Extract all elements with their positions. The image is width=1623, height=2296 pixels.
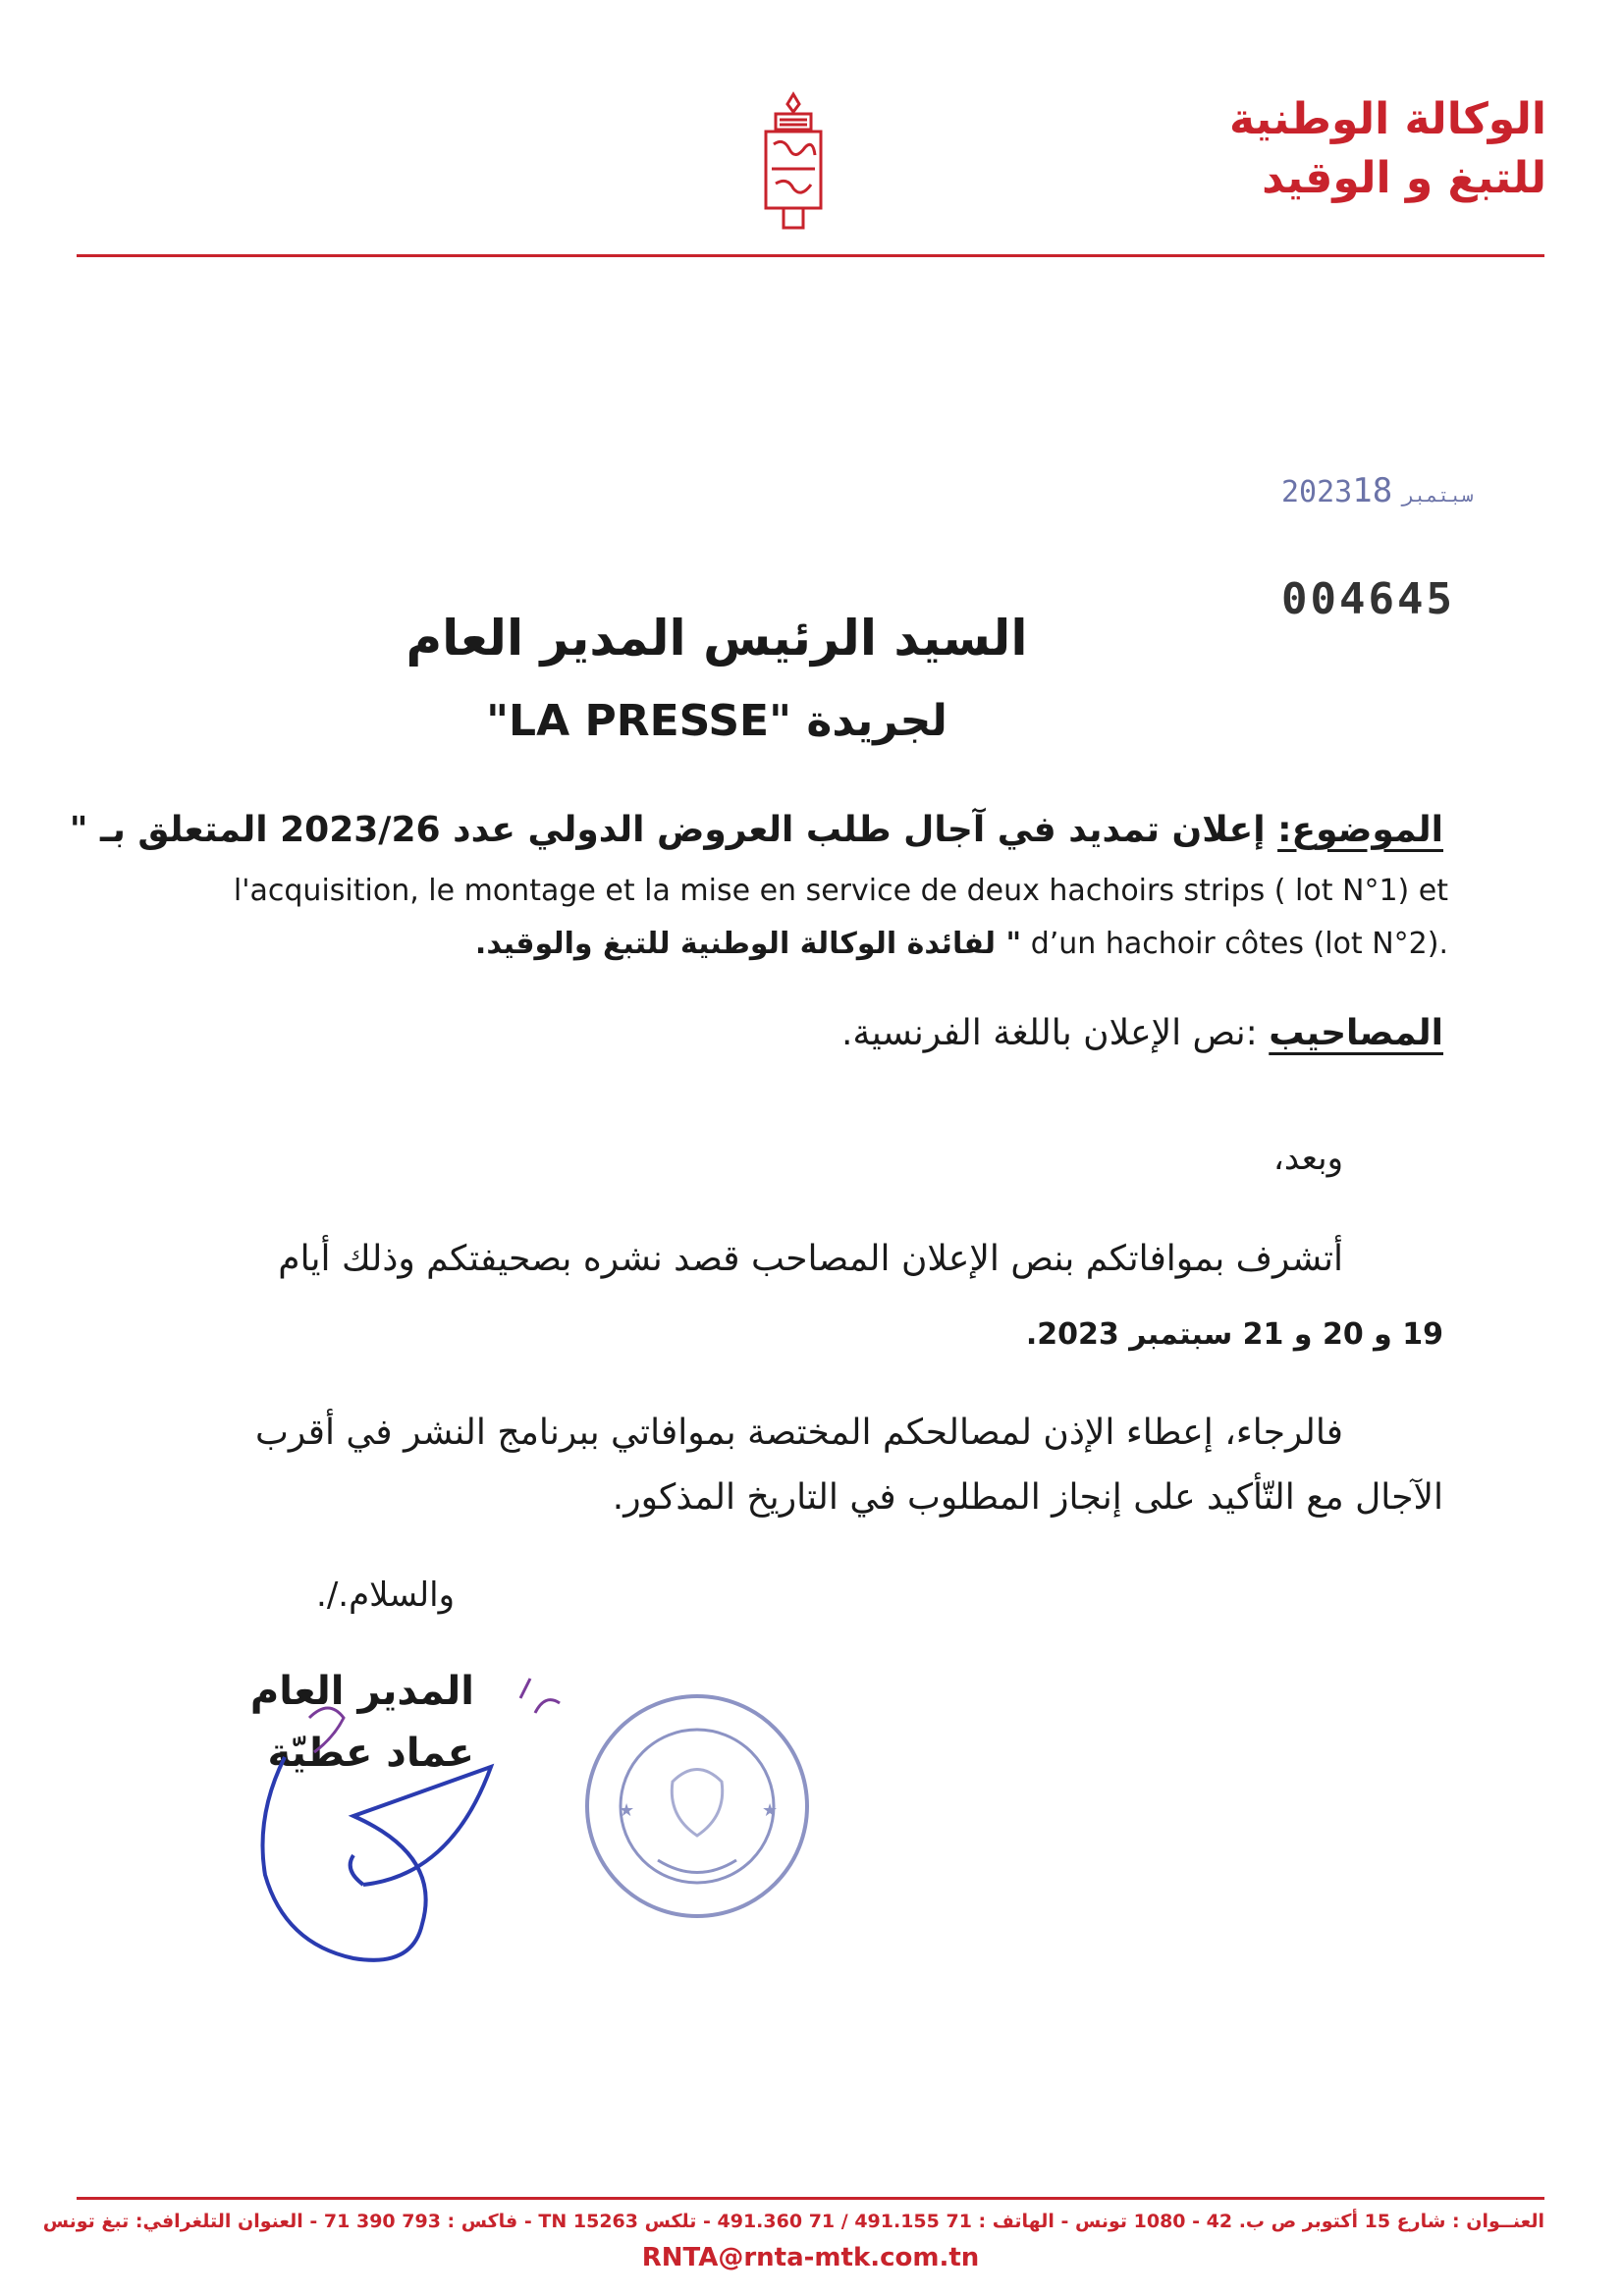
closing-salutation: والسلام./. [316, 1575, 455, 1615]
subject-line [69, 803, 1443, 858]
footer-divider [77, 2197, 1544, 2200]
organization-name [1036, 90, 1546, 208]
header-divider [77, 254, 1544, 257]
signatory-title: المدير العام [249, 1669, 474, 1714]
subject-label: الموضوع: [1277, 810, 1443, 850]
date-day: 18 [1352, 471, 1393, 510]
organization-name-line2: للتبغ و الوقيد [1262, 153, 1546, 203]
subject-text: إعلان تمديد في آجال طلب العروض الدولي عدد 2023/26 المتعلق بـ " [69, 810, 1278, 850]
agency-logo [754, 90, 833, 238]
signatory-name: عماد عطيّة [267, 1731, 474, 1776]
addressee-newspaper: لجريدة "LA PRESSE" [486, 696, 947, 746]
date-month: سبتمبر [1402, 483, 1474, 507]
date-stamp [1281, 471, 1497, 520]
svg-text:★: ★ [619, 1800, 635, 1821]
footer-address: العنــوان : شارع 15 أكتوبر ص ب. 42 - 1080 تونس - الهاتف : 71 491.155 / 71 491.360 - تلكس 15263 TN - فاكس : 793 390 71 - العنوان التلغرافي: تبغ تونس [42, 2211, 1544, 2232]
attachments-label: المصاحيب [1269, 1013, 1443, 1053]
publication-dates: 19 و 20 و 21 سبتمبر 2023. [1025, 1317, 1443, 1352]
paragraph-2-line1: فالرجاء، إعطاء الإذن لمصالحكم المختصة بموافاتي ببرنامج النشر في أقرب [255, 1413, 1343, 1453]
subject-closing-line [432, 925, 1448, 964]
organization-name-line1: الوكالة الوطنية [1228, 94, 1546, 144]
addressee-title: السيد الرئيس المدير العام [406, 610, 1028, 667]
svg-text:★: ★ [762, 1800, 779, 1821]
paragraph-2-line2: الآجال مع التّأكيد على إنجاز المطلوب في التاريخ المذكور. [612, 1477, 1443, 1518]
official-seal [579, 1688, 815, 1924]
paragraph-1: أتشرف بموافاتكم بنص الإعلان المصاحب قصد نشره بصحيفتكم وذلك أيام [278, 1239, 1343, 1279]
greeting: وبعد، [1272, 1139, 1343, 1178]
attachments-text: :نص الإعلان باللغة الفرنسية. [840, 1013, 1270, 1053]
handwritten-signature [196, 1659, 569, 1983]
subject-french-line: l'acquisition, le montage et la mise en service de deux hachoirs strips ( lot N°1) et [233, 874, 1448, 908]
footer-email: RNTA@rnta-mtk.com.tn [641, 2243, 980, 2272]
subject-beneficiary: " لفائدة الوكالة الوطنية للتبغ والوقيد. [474, 927, 1022, 961]
date-year: 2023 [1281, 475, 1353, 509]
subject-french-end: d’un hachoir côtes (lot N°2). [1030, 927, 1448, 961]
reference-number: 004645 [1281, 574, 1455, 624]
attachments-line [265, 1006, 1443, 1061]
